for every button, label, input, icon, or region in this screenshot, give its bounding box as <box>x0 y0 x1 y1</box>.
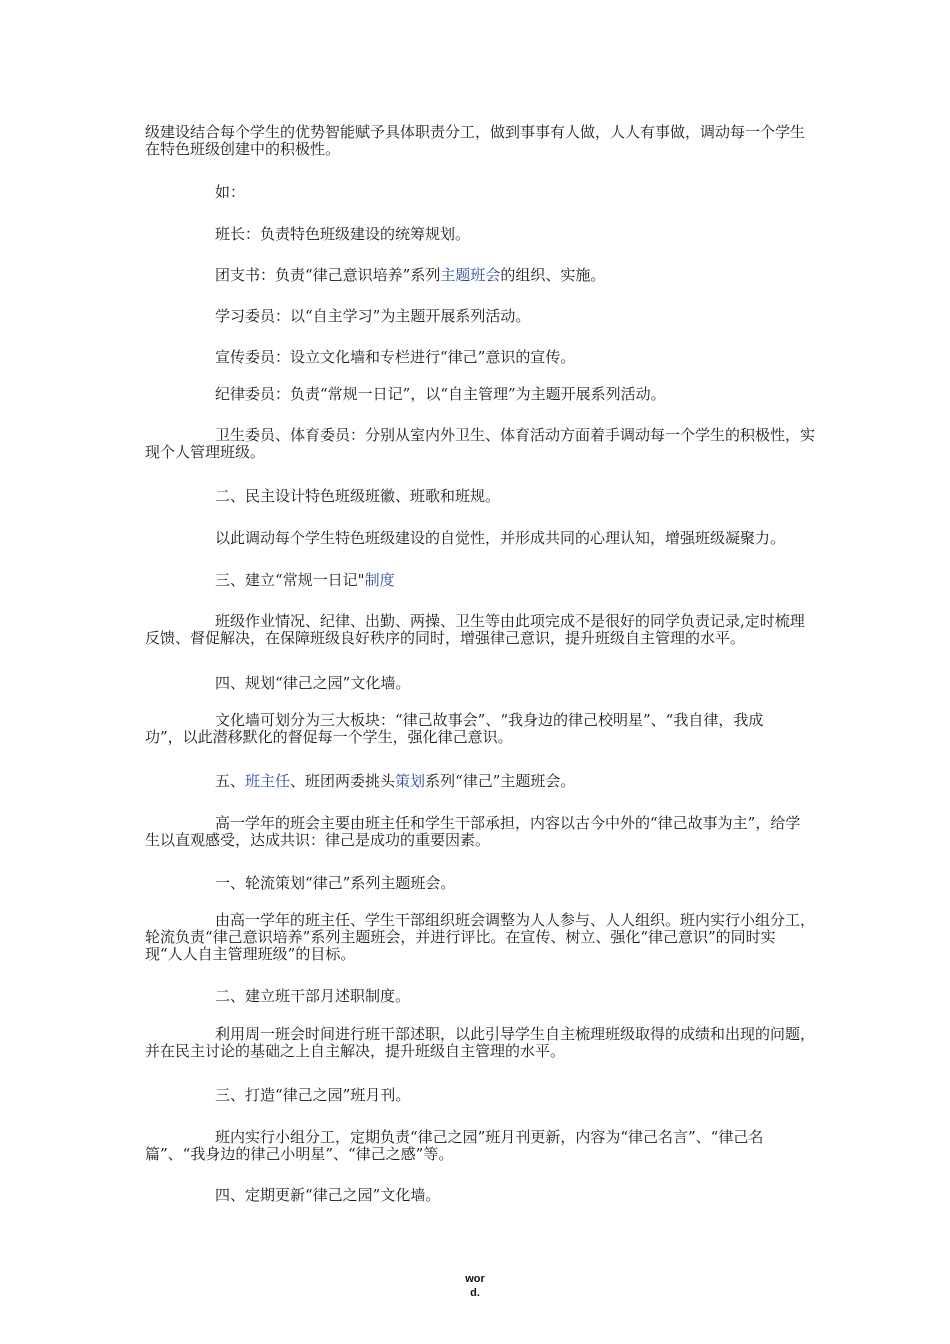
text-segment: 系列“律己”主题班会。 <box>425 772 576 790</box>
text-line: 如： <box>215 183 246 201</box>
text-line: 级建设结合每个学生的优势智能赋予具体职责分工，做到事事有人做，人人有事做，调动每一个学生 <box>145 123 806 141</box>
text-line: 班长：负责特色班级建设的统筹规划。 <box>215 225 471 243</box>
text-line: 反馈、督促解决，在保障班级良好秩序的同时，增强律己意识，提升班级自主管理的水平。 <box>145 629 746 647</box>
paragraph-record-details <box>145 613 905 647</box>
planning-link[interactable]: 策划 <box>395 772 426 790</box>
text-line: 轮流负责“律己意识培养”系列主题班会，并进行评比。在宣传、树立、强化“律己意识”的同时实 <box>145 928 776 946</box>
paragraph-league-secretary <box>215 267 905 284</box>
heading-democratic-design <box>215 488 905 505</box>
paragraph-monthly-magazine <box>145 1129 905 1163</box>
paragraph-monitor <box>215 226 905 243</box>
text-line: 以此调动每个学生特色班级建设的自觉性，并形成共同的心理认知，增强班级凝聚力。 <box>215 529 786 547</box>
text-line <box>215 572 905 589</box>
text-line: 三、打造“律己之园”班月刊。 <box>215 1086 411 1104</box>
paragraph-example <box>215 184 905 201</box>
text-segment: 、班团两委挑头 <box>290 772 396 790</box>
theme-class-meeting-link[interactable]: 主题班会 <box>440 266 501 284</box>
heading-monthly-magazine <box>215 1087 905 1104</box>
text-line: 班内实行小组分工，定期负责“律己之园”班月刊更新，内容为“律己名言”、“律己名 <box>215 1128 764 1146</box>
paragraph-monthly-report <box>145 1026 905 1060</box>
text-line: 文化墙可划分为三大板块：“律己故事会”、“我身边的律己校明星”、“我自律，我成 <box>215 711 764 729</box>
heading-culture-wall <box>215 675 905 692</box>
paragraph-discipline-committee <box>215 386 905 403</box>
text-line: 四、定期更新“律己之园”文化墙。 <box>215 1186 441 1204</box>
text-line: 二、民主设计特色班级班徽、班歌和班规。 <box>215 487 501 505</box>
text-segment: 五、 <box>215 772 246 790</box>
heading-rotating-planning <box>215 875 905 892</box>
text-line: 卫生委员、体育委员：分别从室内外卫生、体育活动方面着手调动每一个学生的积极性，实 <box>215 426 816 444</box>
text-segment: 团支书：负责“律己意识培养”系列 <box>215 266 441 284</box>
text-line: 一、轮流策划“律己”系列主题班会。 <box>215 874 456 892</box>
paragraph-rotating-planning <box>145 912 905 963</box>
heading-theme-meetings <box>215 773 905 790</box>
text-line: 高一学年的班会主要由班主任和学生干部承担，内容以古今中外的“律己故事为主”，给学 <box>215 814 801 832</box>
paragraph-cohesion <box>215 530 905 547</box>
text-line: 纪律委员：负责“常规一日记”，以“自主管理”为主题开展系列活动。 <box>215 385 666 403</box>
text-segment: 的组织、实施。 <box>500 266 606 284</box>
text-line <box>215 773 905 790</box>
paragraph-health-sports <box>145 427 905 461</box>
text-line: 由高一学年的班主任、学生干部组织班会调整为人人参与、人人组织。班内实行小组分工， <box>215 911 816 929</box>
text-line: 功”，以此潜移默化的督促每一个学生，强化律己意识。 <box>145 728 513 746</box>
paragraph-duty-assignment <box>145 124 905 158</box>
heading-monthly-report <box>215 988 905 1005</box>
text-line: 利用周一班会时间进行班干部述职，以此引导学生自主梳理班级取得的成绩和出现的问题， <box>215 1025 816 1043</box>
text-line: 班级作业情况、纪律、出勤、两操、卫生等由此项完成不是很好的同学负责记录,定时梳理 <box>215 612 805 630</box>
text-line: 宣传委员：设立文化墙和专栏进行“律己”意识的宣传。 <box>215 348 576 366</box>
heading-update-wall <box>215 1187 905 1204</box>
text-line: 现“人人自主管理班级”的目标。 <box>145 945 356 963</box>
page-footer <box>460 1272 490 1300</box>
text-line: 二、建立班干部月述职制度。 <box>215 987 411 1005</box>
text-line: 现个人管理班级。 <box>145 443 266 461</box>
footer-line: d. <box>470 1287 480 1299</box>
text-line: 篇”、“我身边的律己小明星”、“律己之感”等。 <box>145 1145 454 1163</box>
text-line: 学习委员：以“自主学习”为主题开展系列活动。 <box>215 307 531 325</box>
heading-daily-record <box>215 572 905 589</box>
text-line: 生以直观感受，达成共识：律己是成功的重要因素。 <box>145 831 491 849</box>
paragraph-publicity-committee <box>215 349 905 366</box>
footer-line: wor <box>465 1273 485 1285</box>
text-line: 并在民主讨论的基础之上自主解决，提升班级自主管理的水平。 <box>145 1042 566 1060</box>
text-line: 在特色班级创建中的积极性。 <box>145 140 341 158</box>
text-line: 四、规划“律己之园”文化墙。 <box>215 674 411 692</box>
text-segment: 三、建立“常规一日记" <box>215 571 365 589</box>
system-link[interactable]: 制度 <box>364 571 395 589</box>
paragraph-culture-wall-sections <box>145 712 905 746</box>
paragraph-first-year-meetings <box>145 815 905 849</box>
head-teacher-link[interactable]: 班主任 <box>245 772 291 790</box>
paragraph-study-committee <box>215 308 905 325</box>
text-line <box>215 267 905 284</box>
